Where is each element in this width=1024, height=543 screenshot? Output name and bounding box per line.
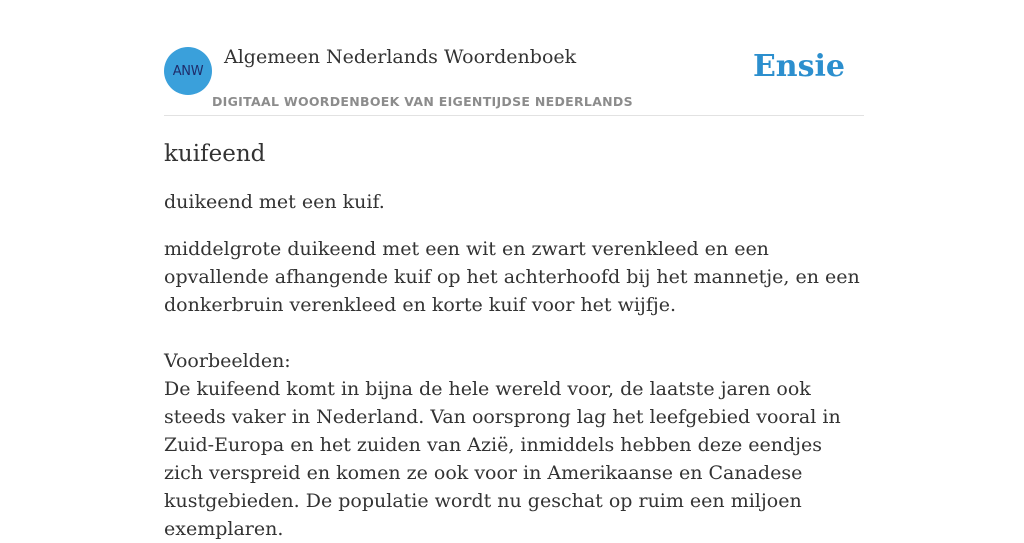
definition: duikeend met een kuif. — [164, 191, 385, 213]
logo-text: ANW — [172, 63, 204, 79]
site-subtitle: DIGITAAL WOORDENBOEK VAN EIGENTIJDSE NEDERLANDS — [212, 94, 633, 109]
anw-logo[interactable] — [164, 47, 212, 95]
site-header — [164, 0, 864, 116]
examples-section — [164, 347, 864, 543]
description: middelgrote duikeend met een wit en zwart verenkleed en een opvallende afhangende kuif op het achterhoofd bij het mannetje, en een donkerbruin verenkleed en korte kuif voor het wijfje. — [164, 238, 860, 316]
brand-logo-link[interactable]: Ensie — [752, 49, 845, 84]
examples-label: Voorbeelden: — [164, 350, 291, 372]
dictionary-entry — [164, 138, 864, 543]
site-title[interactable]: Algemeen Nederlands Woordenboek — [224, 46, 577, 68]
example-text: De kuifeend komt in bijna de hele wereld voor, de laatste jaren ook steeds vaker in Nederland. Van oorsprong lag het leefgebied vooral in Zuid-Europa en het zuiden van Azië, inmiddels hebben deze eendjes zich verspreid en komen ze ook voor in Amerikaanse en Canadese kustgebieden. De populatie wordt nu geschat op ruim een miljoen exemplaren. — [164, 378, 841, 540]
headword: kuifeend — [164, 141, 266, 167]
